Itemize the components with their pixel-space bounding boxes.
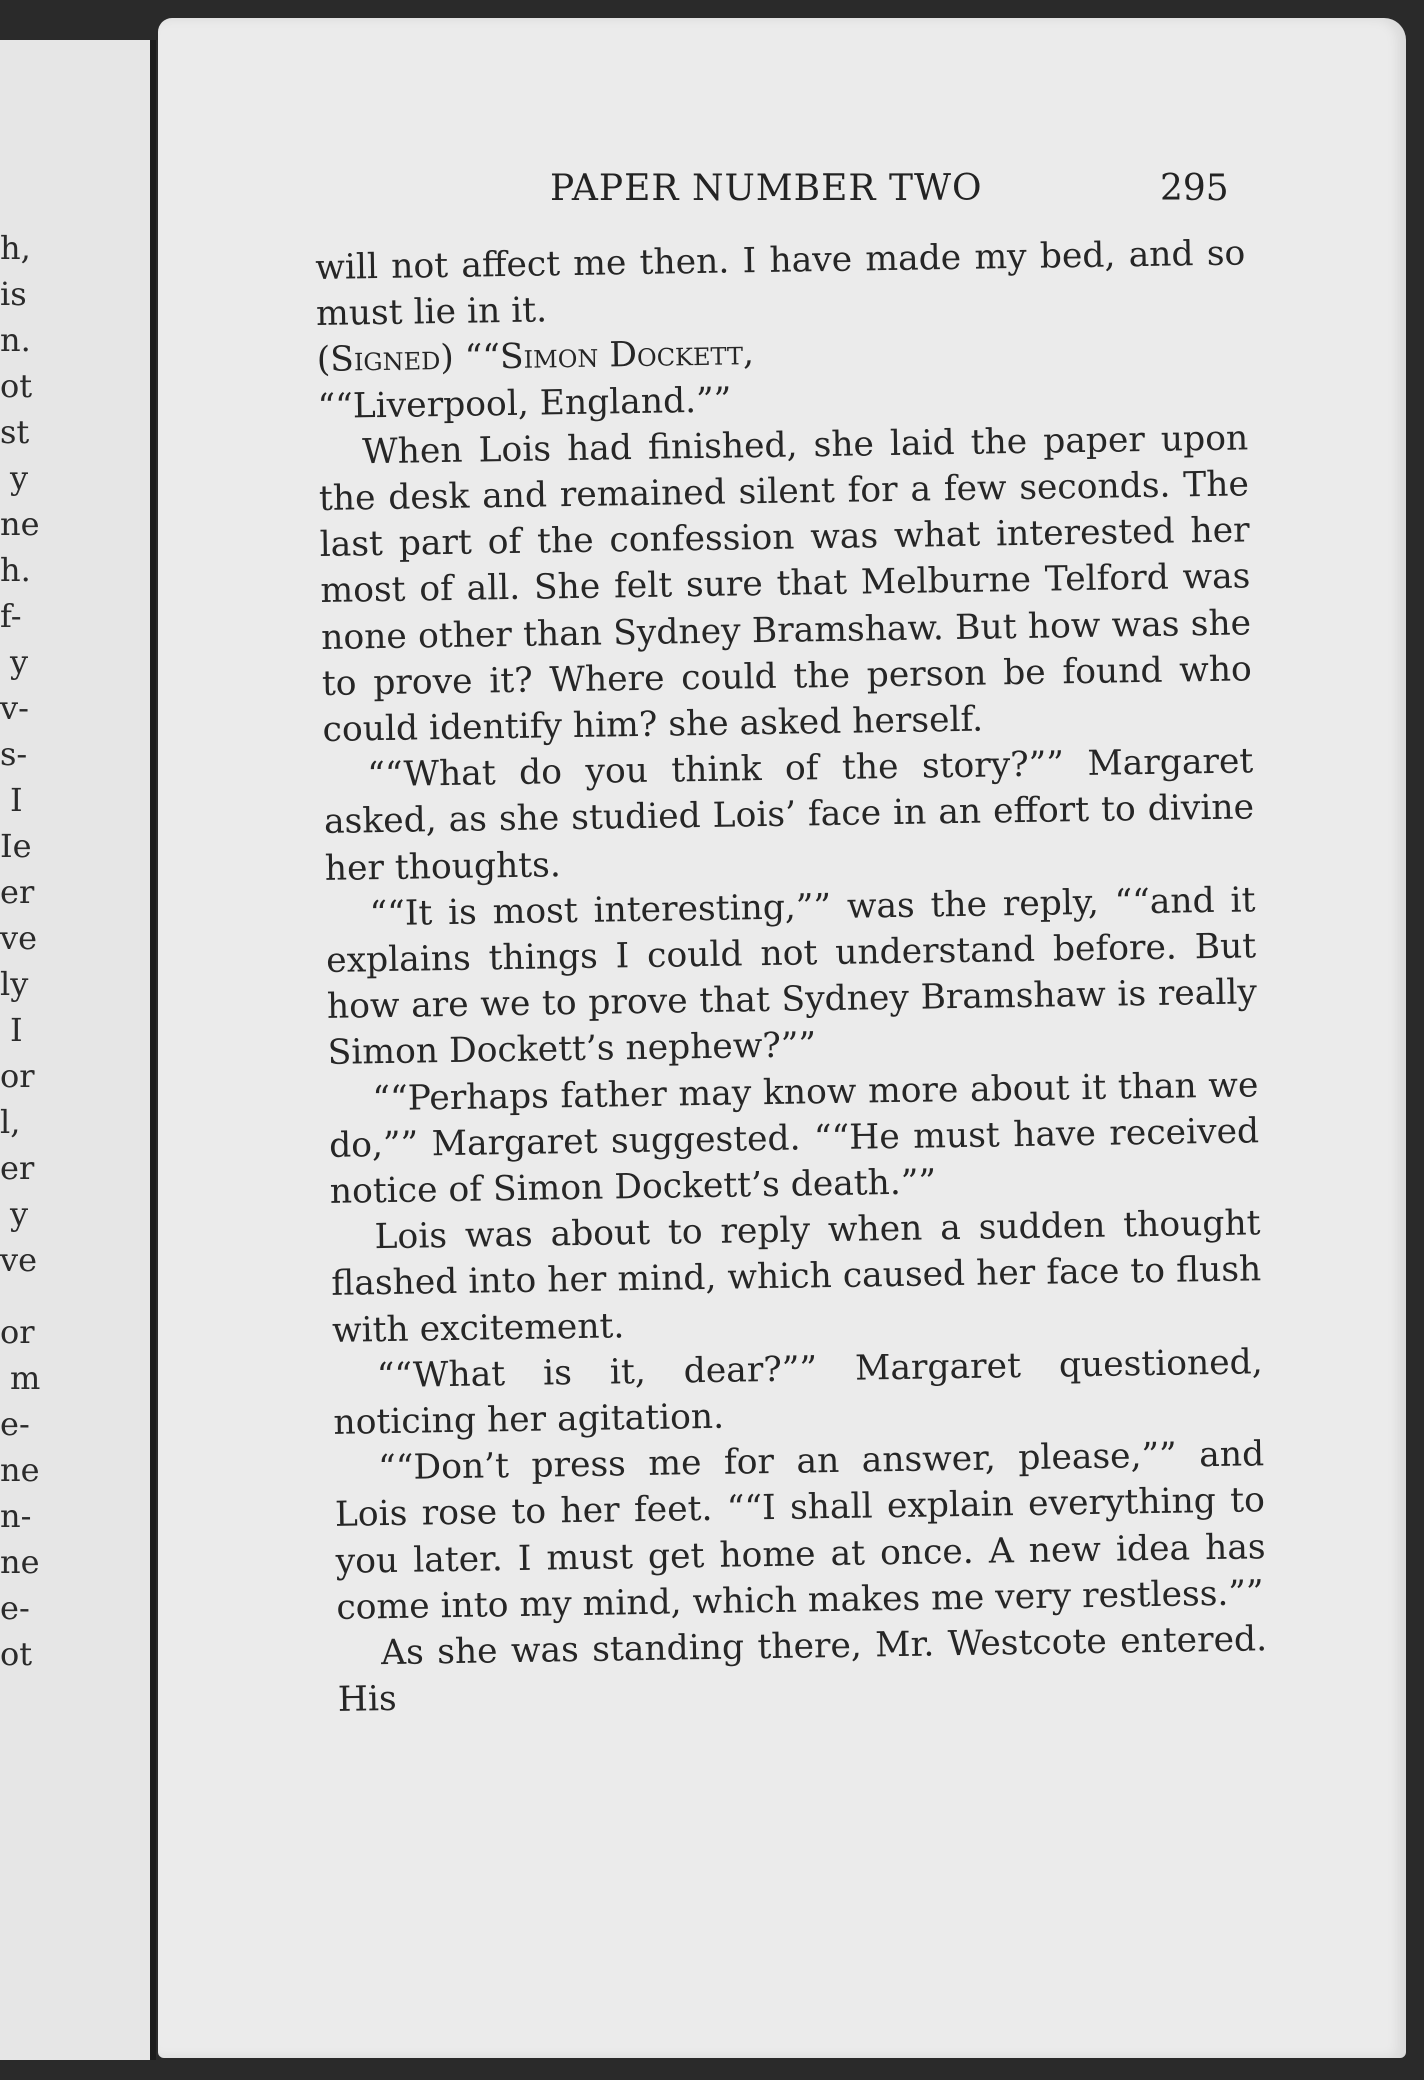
signature-place: ““Liverpool, England.”” xyxy=(317,380,732,427)
left-page-fragment: y xyxy=(10,459,29,497)
left-page-fragment: ly xyxy=(0,965,29,1003)
left-page-fragment: s- xyxy=(0,735,28,773)
left-page-fragment: I xyxy=(10,1011,23,1049)
left-page-fragment: or xyxy=(0,1057,35,1095)
left-page-fragment: I xyxy=(10,781,23,819)
left-page-fragment: v- xyxy=(0,689,29,727)
left-page-fragment: m xyxy=(10,1359,41,1397)
left-page-fragment: e- xyxy=(0,1405,30,1443)
left-page-fragment: h, xyxy=(0,229,31,267)
left-page-fragment: er xyxy=(0,873,35,911)
left-page-fragment: e- xyxy=(0,1589,30,1627)
body-text xyxy=(315,230,1268,1723)
page-number: 295 xyxy=(1160,168,1229,209)
left-page-fragment: er xyxy=(0,1149,35,1187)
left-page-edge xyxy=(0,40,156,2060)
left-page-fragment: Ie xyxy=(0,827,32,865)
paragraph: Lois was about to reply when a sudden thought flashed into her mind, which caused her face to flush with excitement. xyxy=(331,1203,1262,1351)
paragraph: will not affect me then. I have made my bed, and so must lie in it. xyxy=(315,233,1246,335)
left-page-fragment: or xyxy=(0,1313,35,1351)
left-page-fragment: ot xyxy=(0,1635,33,1673)
paragraph: ““What is it, dear?”” Margaret questioned, noticing her agitation. xyxy=(333,1342,1263,1443)
left-page-fragment: is xyxy=(0,275,27,313)
left-page-fragment: st xyxy=(0,413,30,451)
left-page-fragment: ve xyxy=(0,1241,38,1279)
left-page-fragment: ne xyxy=(0,505,40,543)
running-title: PAPER NUMBER TWO xyxy=(550,168,983,209)
left-page-fragment: ve xyxy=(0,919,38,957)
left-page-fragment: n- xyxy=(0,1497,32,1535)
paragraph: ““Don’t press me for an answer, please,”” and Lois rose to her feet. ““I shall explain everything to you later. I must get home at once. A new idea has come into my mind, which makes me very restless.”” xyxy=(334,1434,1266,1628)
paragraph: ““Perhaps father may know more about it than we do,”” Margaret suggested. ““He must have received notice of Simon Dockett’s death.”” xyxy=(328,1064,1260,1212)
signature-name: (Signed) ““Simon Dockett, xyxy=(316,333,755,381)
left-page-fragment: l, xyxy=(0,1103,21,1141)
paragraph: ““What do you think of the story?”” Margaret asked, as she studied Lois’ face in an effort to divine her thoughts. xyxy=(323,741,1255,889)
left-page-fragment: y xyxy=(10,1195,29,1233)
paragraph: As she was standing there, Mr. Westcote entered. His xyxy=(337,1619,1268,1721)
left-page-fragment: h. xyxy=(0,551,31,589)
left-page-fragment: n. xyxy=(0,321,31,359)
left-page-fragment: ne xyxy=(0,1451,40,1489)
paragraph: When Lois had finished, she laid the paper upon the desk and remained silent for a few seconds. The last part of the confession was what interested her most of all. She felt sure that Melburne Telford was none other than Sydney Bramshaw. But how was she to prove it? Where could the person be found who could identify him? she asked herself. xyxy=(318,418,1253,750)
left-page-fragment: y xyxy=(10,643,29,681)
left-page-fragment: f- xyxy=(0,597,22,635)
left-page-fragment: ot xyxy=(0,367,33,405)
paragraph: ““It is most interesting,”” was the reply, ““and it explains things I could not understand before. But how are we to prove that Sydney Bramshaw is really Simon Dockett’s nephew?”” xyxy=(325,880,1258,1074)
left-page-fragment: ne xyxy=(0,1543,40,1581)
